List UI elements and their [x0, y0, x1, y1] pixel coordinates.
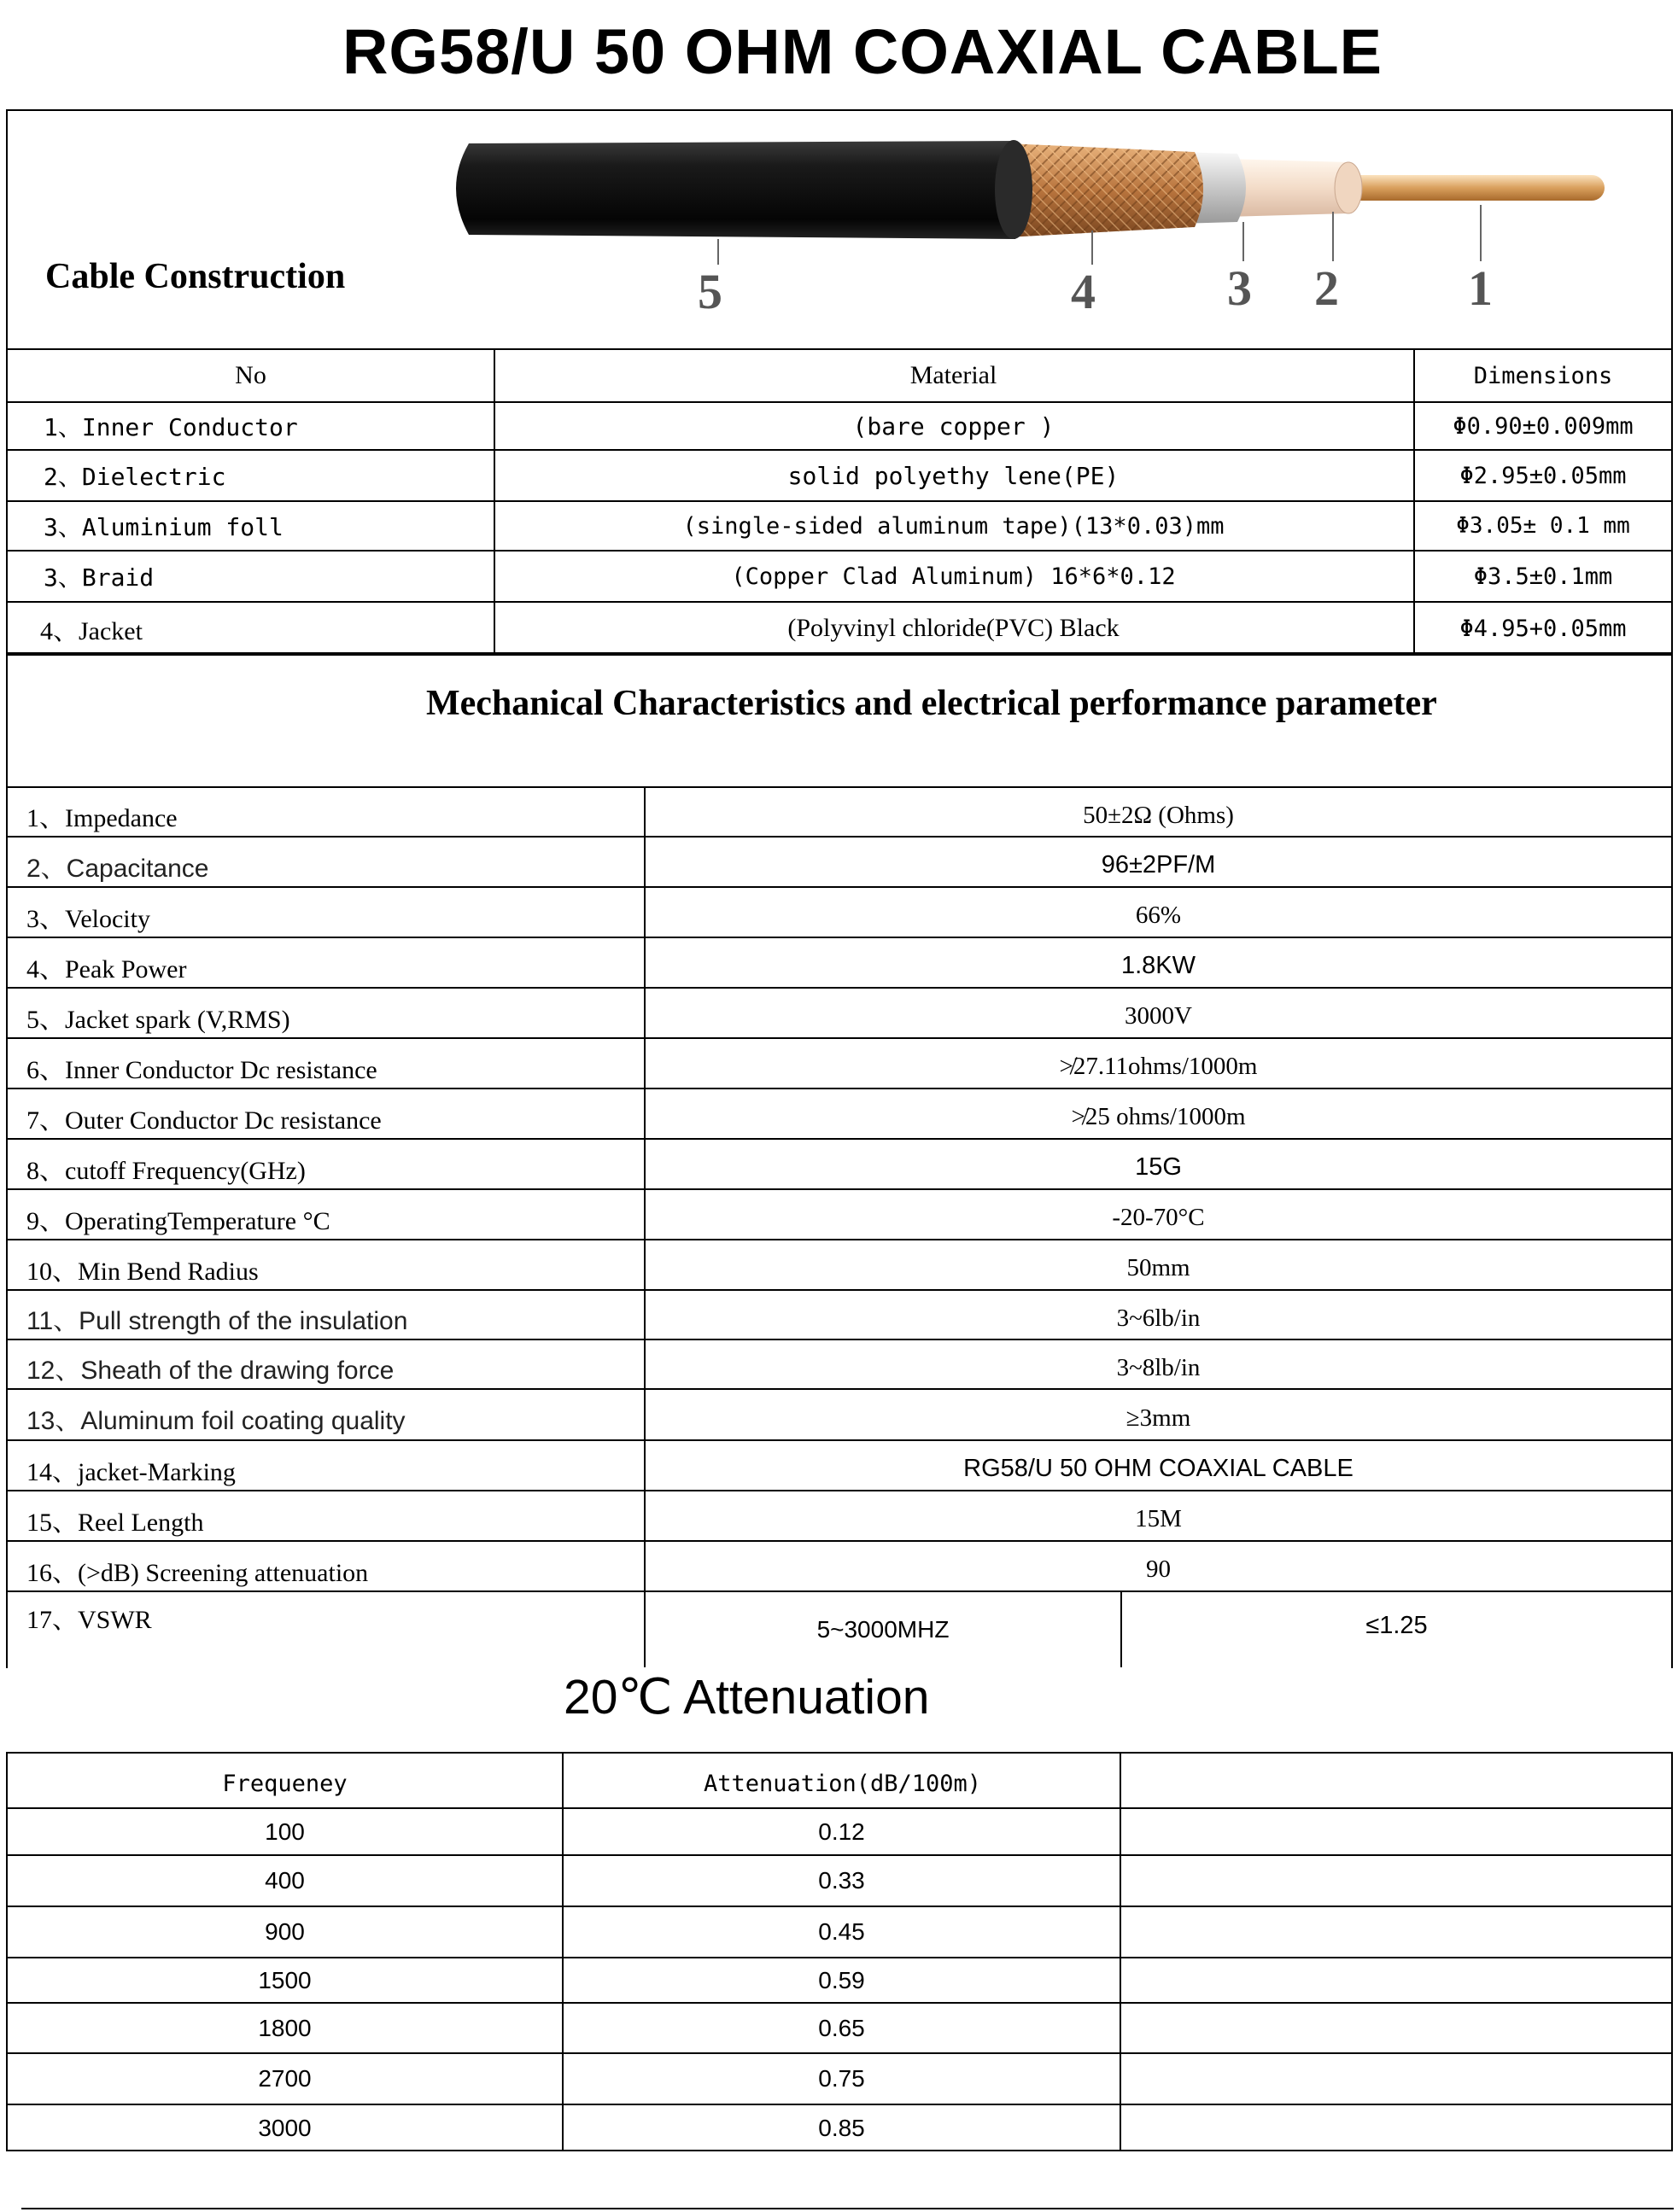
construction-row-material: (Polyvinyl chloride(PVC) Black — [787, 614, 1120, 642]
callout-3: 3 — [1227, 260, 1252, 316]
cable-construction-section — [6, 109, 1673, 654]
mechanical-heading: Mechanical Characteristics and electrical performance parameter — [426, 684, 1437, 723]
mech-vswr-label: 17、VSWR — [26, 1606, 152, 1634]
construction-row-no: 3、Braid — [44, 563, 155, 592]
mech-row-label: 1、Impedance — [26, 804, 178, 832]
atten-value-cell: 0.45 — [818, 1918, 865, 1945]
construction-row-material: (Copper Clad Aluminum) 16*6*0.12 — [731, 563, 1176, 590]
mech-row-value: 3000V — [1125, 1002, 1192, 1030]
mech-row-label: 16、(>dB) Screening attenuation — [26, 1558, 369, 1587]
callout-1: 1 — [1468, 260, 1493, 316]
cable-construction-label: Cable Construction — [45, 257, 346, 296]
mech-vswr-value: ≤1.25 — [1365, 1611, 1428, 1639]
construction-row-dimensions: Φ4.95+0.05mm — [1459, 615, 1627, 642]
atten-frequency-cell: 100 — [265, 1818, 305, 1845]
mechanical-section — [6, 652, 1673, 1668]
atten-frequency-cell: 2700 — [258, 2065, 312, 2092]
atten-frequency-cell: 900 — [265, 1918, 305, 1945]
mech-vswr-range: 5~3000MHZ — [816, 1616, 950, 1643]
mech-row-label: 6、Inner Conductor Dc resistance — [26, 1055, 377, 1084]
atten-value-cell: 0.12 — [818, 1818, 865, 1845]
construction-row-no: 4、Jacket — [40, 617, 143, 645]
attenuation-table — [6, 1752, 1673, 2151]
atten-value-cell: 0.75 — [818, 2065, 865, 2092]
header-material: Material — [909, 361, 997, 389]
mech-row-value: 15G — [1135, 1153, 1182, 1181]
bottom-rule — [21, 2208, 1674, 2209]
mech-row-value: 66% — [1135, 902, 1182, 929]
mech-row-value: 96±2PF/M — [1101, 851, 1216, 878]
atten-frequency-cell: 1800 — [258, 2014, 312, 2041]
header-no: No — [235, 361, 266, 389]
mech-row-value: ≯27.11ohms/1000m — [1059, 1053, 1258, 1080]
atten-value-cell: 0.65 — [818, 2014, 865, 2041]
mech-row-value: 3~8lb/in — [1116, 1353, 1201, 1381]
construction-row-dimensions: Φ2.95±0.05mm — [1459, 462, 1627, 489]
mech-row-value: 3~6lb/in — [1116, 1304, 1201, 1332]
mech-row-label: 12、Sheath of the drawing force — [26, 1357, 395, 1385]
construction-row-material: (single-sided aluminum tape)(13*0.03)mm — [682, 512, 1225, 540]
mech-row-value: -20-70°C — [1112, 1204, 1205, 1231]
mech-row-label: 9、OperatingTemperature °C — [26, 1206, 330, 1235]
atten-value-cell: 0.85 — [818, 2115, 865, 2141]
mech-row-value: 50±2Ω (Ohms) — [1083, 801, 1234, 829]
mech-row-value: 15M — [1135, 1505, 1182, 1532]
mech-row-label: 4、Peak Power — [26, 954, 187, 983]
mech-row-label: 10、Min Bend Radius — [26, 1257, 259, 1286]
mech-row-label: 2、Capacitance — [26, 854, 209, 883]
atten-value-cell: 0.33 — [818, 1867, 865, 1894]
mech-row-value: ≥3mm — [1125, 1404, 1191, 1432]
atten-frequency-cell: 1500 — [258, 1966, 312, 1993]
mech-row-label: 3、Velocity — [26, 904, 150, 933]
construction-row-material: (bare copper ) — [852, 411, 1055, 441]
construction-row-dimensions: Φ3.5±0.1mm — [1473, 563, 1613, 590]
callout-2: 2 — [1314, 260, 1339, 316]
atten-header-frequency: Frequeney — [222, 1771, 348, 1797]
construction-row-no: 2、Dielectric — [44, 463, 226, 491]
mech-row-label: 8、cutoff Frequency(GHz) — [26, 1156, 306, 1185]
mech-row-value: RG58/U 50 OHM COAXIAL CABLE — [963, 1455, 1354, 1482]
construction-row-no: 1、Inner Conductor — [44, 413, 298, 441]
atten-value-cell: 0.59 — [818, 1966, 865, 1993]
construction-row-no: 3、Aluminium foll — [44, 513, 284, 541]
callout-4: 4 — [1071, 264, 1096, 319]
mech-row-label: 14、jacket-Marking — [26, 1457, 236, 1486]
atten-frequency-cell: 400 — [265, 1867, 305, 1894]
mech-row-value: ≯25 ohms/1000m — [1071, 1103, 1246, 1130]
document-title: RG58/U 50 OHM COAXIAL CABLE — [342, 16, 1383, 87]
callout-5: 5 — [698, 264, 722, 319]
construction-row-material: solid polyethy lene(PE) — [787, 461, 1120, 490]
atten-frequency-cell: 3000 — [258, 2115, 312, 2141]
mech-row-value: 90 — [1146, 1555, 1171, 1583]
mech-row-label: 13、Aluminum foil coating quality — [26, 1407, 406, 1435]
cable-cross-section-illustration — [8, 111, 1675, 350]
header-dimensions: Dimensions — [1473, 362, 1613, 389]
mech-row-label: 15、Reel Length — [26, 1508, 204, 1537]
mech-row-value: 50mm — [1126, 1254, 1190, 1281]
mech-row-label: 5、Jacket spark (V,RMS) — [26, 1005, 290, 1034]
construction-row-dimensions: Φ0.90±0.009mm — [1453, 412, 1634, 440]
mech-row-label: 7、Outer Conductor Dc resistance — [26, 1106, 382, 1135]
mech-row-value: 1.8KW — [1120, 952, 1196, 979]
atten-header-attenuation: Attenuation(dB/100m) — [703, 1771, 982, 1797]
mech-row-label: 11、Pull strength of the insulation — [26, 1307, 408, 1335]
construction-row-dimensions: Φ3.05± 0.1 mm — [1456, 513, 1630, 539]
attenuation-heading: 20℃ Attenuation — [564, 1670, 930, 1725]
